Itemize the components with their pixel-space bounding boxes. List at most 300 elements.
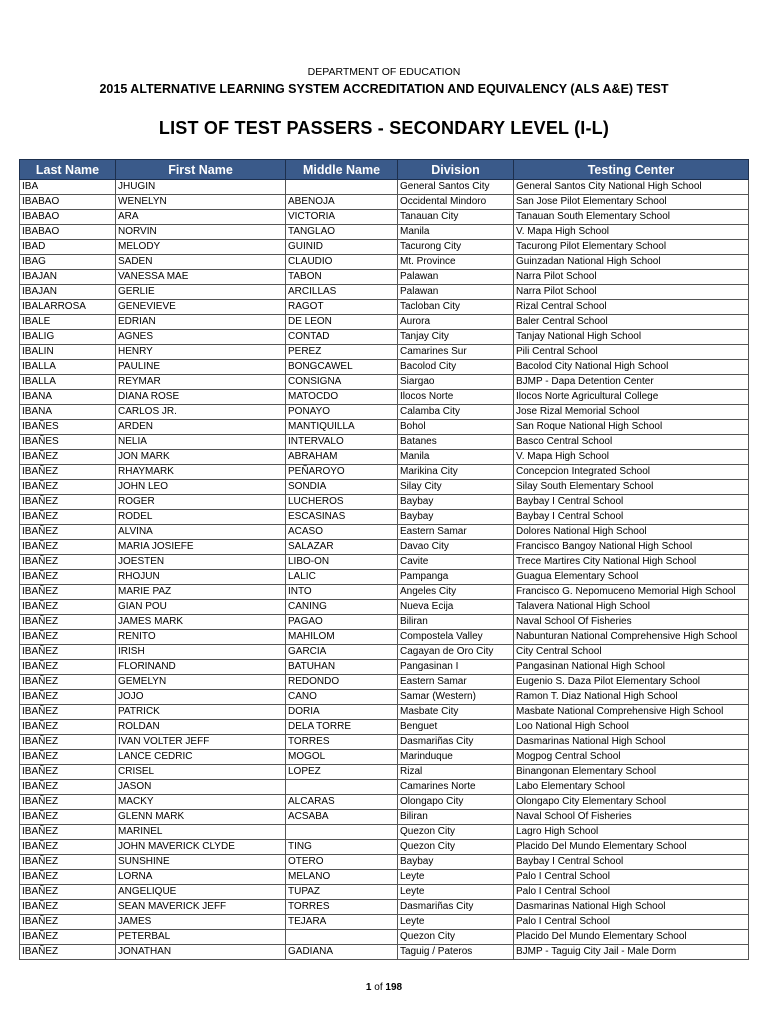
page-of-label: of — [374, 982, 383, 993]
cell-first-name: GLENN MARK — [116, 810, 286, 825]
table-row — [20, 870, 749, 885]
table-row — [20, 855, 749, 870]
cell-middle-name: REDONDO — [286, 675, 398, 690]
cell-first-name: AGNES — [116, 330, 286, 345]
cell-testing-center: Naval School Of Fisheries — [514, 810, 749, 825]
cell-last-name: IBAÑEZ — [20, 825, 116, 840]
cell-last-name: IBA — [20, 180, 116, 195]
table-row — [20, 585, 749, 600]
cell-middle-name: ABENOJA — [286, 195, 398, 210]
cell-last-name: IBAÑEZ — [20, 495, 116, 510]
cell-last-name: IBAÑEZ — [20, 525, 116, 540]
cell-last-name: IBAÑEZ — [20, 465, 116, 480]
cell-middle-name: VICTORIA — [286, 210, 398, 225]
cell-first-name: RENITO — [116, 630, 286, 645]
cell-division: Dasmariñas City — [398, 900, 514, 915]
cell-middle-name — [286, 780, 398, 795]
cell-testing-center: Basco Central School — [514, 435, 749, 450]
cell-last-name: IBAÑEZ — [20, 450, 116, 465]
table-row — [20, 225, 749, 240]
cell-last-name: IBAÑEZ — [20, 765, 116, 780]
cell-first-name: WENELYN — [116, 195, 286, 210]
cell-first-name: JONATHAN — [116, 945, 286, 960]
cell-testing-center: Francisco Bangoy National High School — [514, 540, 749, 555]
cell-first-name: JON MARK — [116, 450, 286, 465]
cell-testing-center: Guinzadan National High School — [514, 255, 749, 270]
cell-middle-name: CLAUDIO — [286, 255, 398, 270]
cell-middle-name: CANING — [286, 600, 398, 615]
table-row — [20, 555, 749, 570]
table-row — [20, 465, 749, 480]
cell-first-name: JOESTEN — [116, 555, 286, 570]
cell-last-name: IBALIN — [20, 345, 116, 360]
cell-division: Eastern Samar — [398, 525, 514, 540]
table-row — [20, 510, 749, 525]
cell-middle-name: LOPEZ — [286, 765, 398, 780]
cell-first-name: RHAYMARK — [116, 465, 286, 480]
page-total: 198 — [385, 982, 403, 993]
cell-division: Tanauan City — [398, 210, 514, 225]
cell-first-name: CARLOS JR. — [116, 405, 286, 420]
cell-testing-center: City Central School — [514, 645, 749, 660]
cell-testing-center: Mogpog Central School — [514, 750, 749, 765]
cell-last-name: IBAÑEZ — [20, 675, 116, 690]
cell-testing-center: Baybay I Central School — [514, 510, 749, 525]
cell-last-name: IBAÑEZ — [20, 690, 116, 705]
table-row — [20, 480, 749, 495]
cell-middle-name: LUCHEROS — [286, 495, 398, 510]
cell-division: Davao City — [398, 540, 514, 555]
cell-testing-center: Bacolod City National High School — [514, 360, 749, 375]
cell-middle-name: CONSIGNA — [286, 375, 398, 390]
table-row — [20, 795, 749, 810]
cell-division: Eastern Samar — [398, 675, 514, 690]
cell-first-name: NORVIN — [116, 225, 286, 240]
cell-last-name: IBAÑEZ — [20, 585, 116, 600]
cell-first-name: DIANA ROSE — [116, 390, 286, 405]
test-passers-table — [19, 159, 749, 960]
table-row — [20, 435, 749, 450]
cell-testing-center: Talavera National High School — [514, 600, 749, 615]
cell-division: Pampanga — [398, 570, 514, 585]
cell-middle-name: MATOCDO — [286, 390, 398, 405]
cell-first-name: NELIA — [116, 435, 286, 450]
cell-division: Calamba City — [398, 405, 514, 420]
cell-last-name: IBALIG — [20, 330, 116, 345]
cell-division: Olongapo City — [398, 795, 514, 810]
cell-middle-name: CONTAD — [286, 330, 398, 345]
cell-first-name: RHOJUN — [116, 570, 286, 585]
cell-division: Manila — [398, 450, 514, 465]
cell-division: Leyte — [398, 915, 514, 930]
cell-middle-name: DORIA — [286, 705, 398, 720]
cell-division: Quezon City — [398, 825, 514, 840]
table-row — [20, 810, 749, 825]
cell-first-name: JOJO — [116, 690, 286, 705]
cell-middle-name: ARCILLAS — [286, 285, 398, 300]
table-row — [20, 345, 749, 360]
cell-testing-center: Loo National High School — [514, 720, 749, 735]
cell-first-name: ANGELIQUE — [116, 885, 286, 900]
table-header-row — [20, 160, 749, 180]
cell-division: Baybay — [398, 495, 514, 510]
cell-first-name: ARDEN — [116, 420, 286, 435]
cell-middle-name: SONDIA — [286, 480, 398, 495]
cell-middle-name — [286, 180, 398, 195]
cell-division: General Santos City — [398, 180, 514, 195]
cell-middle-name: LIBO-ON — [286, 555, 398, 570]
cell-division: Palawan — [398, 270, 514, 285]
table-row — [20, 495, 749, 510]
column-header-first-name: First Name — [116, 160, 286, 180]
cell-division: Samar (Western) — [398, 690, 514, 705]
cell-division: Aurora — [398, 315, 514, 330]
cell-middle-name: PAGAO — [286, 615, 398, 630]
cell-testing-center: San Jose Pilot Elementary School — [514, 195, 749, 210]
cell-division: Leyte — [398, 885, 514, 900]
cell-first-name: ARA — [116, 210, 286, 225]
cell-division: Tacurong City — [398, 240, 514, 255]
cell-division: Masbate City — [398, 705, 514, 720]
cell-first-name: ALVINA — [116, 525, 286, 540]
table-row — [20, 945, 749, 960]
cell-last-name: IBAG — [20, 255, 116, 270]
cell-last-name: IBAÑEZ — [20, 720, 116, 735]
cell-first-name: MARIA JOSIEFE — [116, 540, 286, 555]
cell-middle-name: ALCARAS — [286, 795, 398, 810]
cell-first-name: GENEVIEVE — [116, 300, 286, 315]
cell-testing-center: Placido Del Mundo Elementary School — [514, 840, 749, 855]
cell-last-name: IBAÑEZ — [20, 780, 116, 795]
cell-last-name: IBAÑEZ — [20, 930, 116, 945]
table-row — [20, 705, 749, 720]
cell-first-name: SUNSHINE — [116, 855, 286, 870]
cell-division: Biliran — [398, 810, 514, 825]
cell-last-name: IBAÑEZ — [20, 750, 116, 765]
cell-middle-name: TING — [286, 840, 398, 855]
column-header-testing-center: Testing Center — [514, 160, 749, 180]
cell-first-name: GIAN POU — [116, 600, 286, 615]
cell-last-name: IBAÑEZ — [20, 600, 116, 615]
document-title: LIST OF TEST PASSERS - SECONDARY LEVEL (I-L) — [158, 118, 610, 138]
cell-first-name: GERLIE — [116, 285, 286, 300]
cell-division: Leyte — [398, 870, 514, 885]
cell-first-name: JOHN LEO — [116, 480, 286, 495]
cell-division: Bohol — [398, 420, 514, 435]
cell-last-name: IBANA — [20, 405, 116, 420]
cell-last-name: IBAÑEZ — [20, 660, 116, 675]
cell-division: Batanes — [398, 435, 514, 450]
cell-testing-center: Masbate National Comprehensive High School — [514, 705, 749, 720]
cell-testing-center: Baybay I Central School — [514, 495, 749, 510]
table-row — [20, 915, 749, 930]
table-row — [20, 180, 749, 195]
cell-first-name: SEAN MAVERICK JEFF — [116, 900, 286, 915]
cell-testing-center: BJMP - Dapa Detention Center — [514, 375, 749, 390]
cell-first-name: IVAN VOLTER JEFF — [116, 735, 286, 750]
cell-division: Benguet — [398, 720, 514, 735]
cell-testing-center: Dasmarinas National High School — [514, 900, 749, 915]
table-row — [20, 210, 749, 225]
cell-middle-name: PONAYO — [286, 405, 398, 420]
cell-middle-name: MOGOL — [286, 750, 398, 765]
cell-testing-center: Jose Rizal Memorial School — [514, 405, 749, 420]
cell-testing-center: Palo I Central School — [514, 870, 749, 885]
cell-first-name: JAMES MARK — [116, 615, 286, 630]
cell-division: Occidental Mindoro — [398, 195, 514, 210]
cell-testing-center: Guagua Elementary School — [514, 570, 749, 585]
cell-testing-center: Placido Del Mundo Elementary School — [514, 930, 749, 945]
cell-division: Mt. Province — [398, 255, 514, 270]
table-row — [20, 360, 749, 375]
table-row — [20, 255, 749, 270]
cell-middle-name: TORRES — [286, 735, 398, 750]
table-row — [20, 240, 749, 255]
column-header-last-name: Last Name — [20, 160, 116, 180]
cell-last-name: IBABAO — [20, 210, 116, 225]
cell-middle-name: ABRAHAM — [286, 450, 398, 465]
cell-division: Palawan — [398, 285, 514, 300]
cell-testing-center: Baybay I Central School — [514, 855, 749, 870]
table-row — [20, 690, 749, 705]
cell-first-name: GEMELYN — [116, 675, 286, 690]
cell-first-name: PATRICK — [116, 705, 286, 720]
table-row — [20, 315, 749, 330]
cell-middle-name: GARCIA — [286, 645, 398, 660]
cell-first-name: REYMAR — [116, 375, 286, 390]
cell-last-name: IBABAO — [20, 225, 116, 240]
cell-middle-name: LALIC — [286, 570, 398, 585]
cell-middle-name: ESCASINAS — [286, 510, 398, 525]
cell-division: Cagayan de Oro City — [398, 645, 514, 660]
cell-testing-center: San Roque National High School — [514, 420, 749, 435]
cell-middle-name: INTERVALO — [286, 435, 398, 450]
table-row — [20, 450, 749, 465]
column-header-middle-name: Middle Name — [286, 160, 398, 180]
page-current: 1 — [365, 982, 372, 993]
cell-middle-name: TABON — [286, 270, 398, 285]
cell-first-name: HENRY — [116, 345, 286, 360]
cell-first-name: MARIE PAZ — [116, 585, 286, 600]
table-row — [20, 645, 749, 660]
column-header-division: Division — [398, 160, 514, 180]
cell-last-name: IBAÑEZ — [20, 795, 116, 810]
cell-first-name: MACKY — [116, 795, 286, 810]
cell-first-name: ROLDAN — [116, 720, 286, 735]
cell-division: Camarines Sur — [398, 345, 514, 360]
cell-first-name: LANCE CEDRIC — [116, 750, 286, 765]
cell-testing-center: Dolores National High School — [514, 525, 749, 540]
cell-middle-name: DELA TORRE — [286, 720, 398, 735]
table-row — [20, 525, 749, 540]
cell-testing-center: V. Mapa High School — [514, 450, 749, 465]
table-row — [20, 825, 749, 840]
cell-division: Manila — [398, 225, 514, 240]
page-indicator — [0, 982, 768, 993]
cell-division: Ilocos Norte — [398, 390, 514, 405]
cell-testing-center: Olongapo City Elementary School — [514, 795, 749, 810]
cell-testing-center: Narra Pilot School — [514, 285, 749, 300]
cell-middle-name: PEREZ — [286, 345, 398, 360]
cell-last-name: IBAÑEZ — [20, 915, 116, 930]
cell-first-name: EDRIAN — [116, 315, 286, 330]
cell-testing-center: Palo I Central School — [514, 885, 749, 900]
cell-middle-name: TANGLAO — [286, 225, 398, 240]
cell-testing-center: Francisco G. Nepomuceno Memorial High School — [514, 585, 749, 600]
cell-testing-center: Labo Elementary School — [514, 780, 749, 795]
cell-testing-center: Concepcion Integrated School — [514, 465, 749, 480]
cell-first-name: CRISEL — [116, 765, 286, 780]
cell-testing-center: Trece Martires City National High School — [514, 555, 749, 570]
cell-middle-name: OTERO — [286, 855, 398, 870]
cell-first-name: MELODY — [116, 240, 286, 255]
cell-testing-center: Pangasinan National High School — [514, 660, 749, 675]
cell-testing-center: Silay South Elementary School — [514, 480, 749, 495]
cell-testing-center: Baler Central School — [514, 315, 749, 330]
cell-middle-name: PEÑAROYO — [286, 465, 398, 480]
cell-last-name: IBAÑEZ — [20, 810, 116, 825]
cell-division: Camarines Norte — [398, 780, 514, 795]
cell-last-name: IBAD — [20, 240, 116, 255]
cell-division: Baybay — [398, 855, 514, 870]
cell-division: Tanjay City — [398, 330, 514, 345]
table-row — [20, 660, 749, 675]
table-row — [20, 615, 749, 630]
cell-middle-name: RAGOT — [286, 300, 398, 315]
cell-first-name: FLORINAND — [116, 660, 286, 675]
cell-division: Marinduque — [398, 750, 514, 765]
cell-last-name: IBAÑEZ — [20, 735, 116, 750]
cell-last-name: IBALARROSA — [20, 300, 116, 315]
table-row — [20, 375, 749, 390]
cell-division: Tacloban City — [398, 300, 514, 315]
table-row — [20, 330, 749, 345]
cell-division: Marikina City — [398, 465, 514, 480]
cell-testing-center: V. Mapa High School — [514, 225, 749, 240]
cell-last-name: IBAÑEZ — [20, 510, 116, 525]
table-row — [20, 600, 749, 615]
cell-last-name: IBALLA — [20, 360, 116, 375]
cell-division: Quezon City — [398, 840, 514, 855]
cell-last-name: IBAÑES — [20, 420, 116, 435]
cell-middle-name: MELANO — [286, 870, 398, 885]
cell-last-name: IBAÑEZ — [20, 840, 116, 855]
document-subtitle: 2015 ALTERNATIVE LEARNING SYSTEM ACCREDITATION AND EQUIVALENCY (ALS A&E) TEST — [99, 82, 669, 96]
cell-division: Nueva Ecija — [398, 600, 514, 615]
cell-division: Silay City — [398, 480, 514, 495]
cell-first-name: JAMES — [116, 915, 286, 930]
cell-last-name: IBAÑEZ — [20, 945, 116, 960]
cell-first-name: JASON — [116, 780, 286, 795]
table-row — [20, 420, 749, 435]
table-row — [20, 930, 749, 945]
table-body — [20, 180, 749, 960]
cell-first-name: JOHN MAVERICK CLYDE — [116, 840, 286, 855]
table-row — [20, 840, 749, 855]
cell-first-name: RODEL — [116, 510, 286, 525]
cell-last-name: IBAÑEZ — [20, 540, 116, 555]
table-row — [20, 735, 749, 750]
cell-division: Baybay — [398, 510, 514, 525]
table-row — [20, 765, 749, 780]
cell-testing-center: Binangonan Elementary School — [514, 765, 749, 780]
cell-testing-center: BJMP - Taguig City Jail - Male Dorm — [514, 945, 749, 960]
cell-last-name: IBABAO — [20, 195, 116, 210]
cell-division: Compostela Valley — [398, 630, 514, 645]
cell-division: Taguig / Pateros — [398, 945, 514, 960]
table-row — [20, 285, 749, 300]
cell-last-name: IBAJAN — [20, 285, 116, 300]
cell-last-name: IBAÑEZ — [20, 855, 116, 870]
cell-last-name: IBAÑEZ — [20, 645, 116, 660]
cell-testing-center: Naval School Of Fisheries — [514, 615, 749, 630]
cell-testing-center: Nabunturan National Comprehensive High School — [514, 630, 749, 645]
cell-testing-center: General Santos City National High School — [514, 180, 749, 195]
table-row — [20, 570, 749, 585]
cell-last-name: IBAÑEZ — [20, 870, 116, 885]
cell-middle-name: MANTIQUILLA — [286, 420, 398, 435]
table-row — [20, 675, 749, 690]
cell-testing-center: Tanauan South Elementary School — [514, 210, 749, 225]
cell-first-name: IRISH — [116, 645, 286, 660]
cell-testing-center: Pili Central School — [514, 345, 749, 360]
table-row — [20, 195, 749, 210]
cell-middle-name: MAHILOM — [286, 630, 398, 645]
table-row — [20, 750, 749, 765]
table-row — [20, 540, 749, 555]
cell-division: Bacolod City — [398, 360, 514, 375]
cell-middle-name — [286, 825, 398, 840]
table-row — [20, 780, 749, 795]
cell-middle-name: ACSABA — [286, 810, 398, 825]
cell-middle-name: GUINID — [286, 240, 398, 255]
cell-first-name: MARINEL — [116, 825, 286, 840]
department-name: DEPARTMENT OF EDUCATION — [307, 66, 461, 78]
table-row — [20, 300, 749, 315]
cell-first-name: PAULINE — [116, 360, 286, 375]
cell-middle-name: BONGCAWEL — [286, 360, 398, 375]
cell-testing-center: Palo I Central School — [514, 915, 749, 930]
cell-first-name: VANESSA MAE — [116, 270, 286, 285]
table-row — [20, 630, 749, 645]
cell-last-name: IBAÑEZ — [20, 900, 116, 915]
cell-last-name: IBAJAN — [20, 270, 116, 285]
cell-testing-center: Tacurong Pilot Elementary School — [514, 240, 749, 255]
cell-last-name: IBAÑEZ — [20, 615, 116, 630]
cell-last-name: IBAÑEZ — [20, 705, 116, 720]
cell-last-name: IBALLA — [20, 375, 116, 390]
cell-middle-name: BATUHAN — [286, 660, 398, 675]
cell-testing-center: Rizal Central School — [514, 300, 749, 315]
cell-last-name: IBALE — [20, 315, 116, 330]
cell-division: Angeles City — [398, 585, 514, 600]
cell-testing-center: Ilocos Norte Agricultural College — [514, 390, 749, 405]
cell-testing-center: Eugenio S. Daza Pilot Elementary School — [514, 675, 749, 690]
cell-division: Quezon City — [398, 930, 514, 945]
cell-middle-name: INTO — [286, 585, 398, 600]
cell-testing-center: Dasmarinas National High School — [514, 735, 749, 750]
cell-last-name: IBAÑEZ — [20, 885, 116, 900]
cell-middle-name — [286, 930, 398, 945]
cell-division: Dasmariñas City — [398, 735, 514, 750]
cell-first-name: SADEN — [116, 255, 286, 270]
cell-first-name: ROGER — [116, 495, 286, 510]
cell-division: Biliran — [398, 615, 514, 630]
cell-division: Rizal — [398, 765, 514, 780]
table-row — [20, 885, 749, 900]
cell-first-name: JHUGIN — [116, 180, 286, 195]
cell-middle-name: TUPAZ — [286, 885, 398, 900]
